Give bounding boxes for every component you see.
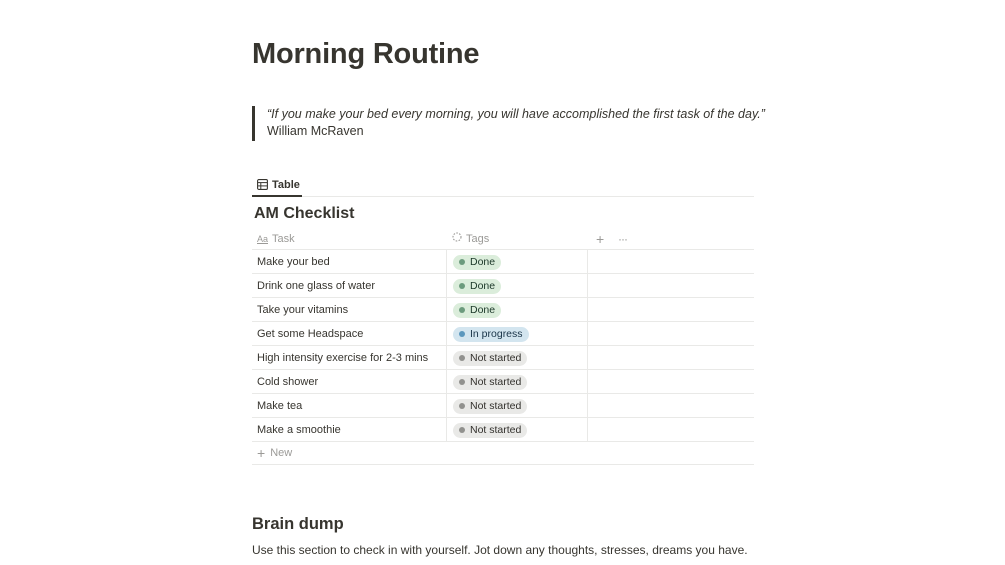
status-dot-icon	[459, 403, 465, 409]
status-dot-icon	[459, 379, 465, 385]
add-column-button[interactable]: +	[596, 230, 605, 247]
column-header-tags-label: Tags	[466, 232, 490, 245]
status-badge	[453, 351, 527, 366]
text-property-icon: Aa	[257, 233, 269, 244]
task-cell[interactable]: Make a smoothie	[257, 424, 341, 436]
status-badge-label: Not started	[470, 352, 522, 364]
status-badge	[453, 399, 527, 414]
status-badge-label: Done	[470, 280, 496, 292]
view-tabs	[252, 174, 754, 197]
table-body	[252, 250, 754, 442]
status-dot-icon	[459, 355, 465, 361]
tag-cell[interactable]	[446, 250, 588, 274]
status-dot-icon	[459, 259, 465, 265]
new-row-label: New	[270, 447, 293, 459]
status-dot-icon	[459, 307, 465, 313]
plus-icon: +	[257, 445, 266, 461]
checklist-table	[252, 227, 754, 465]
table-row[interactable]	[252, 298, 754, 322]
status-property-icon	[452, 232, 462, 245]
task-cell[interactable]: High intensity exercise for 2-3 mins	[257, 352, 429, 364]
status-badge-label: Not started	[470, 376, 522, 388]
brain-dump-heading[interactable]: Brain dump	[252, 515, 344, 533]
status-badge	[453, 255, 501, 270]
table-icon	[257, 179, 268, 190]
status-badge-label: Done	[470, 304, 496, 316]
status-badge	[453, 303, 501, 318]
tab-table-view[interactable]	[252, 174, 302, 197]
task-cell[interactable]: Make tea	[257, 400, 303, 412]
tag-cell[interactable]	[446, 346, 588, 370]
status-badge	[453, 327, 529, 342]
quote-author: William McRaven	[267, 124, 364, 138]
page-title[interactable]: Morning Routine	[252, 38, 480, 70]
tag-cell[interactable]	[446, 418, 588, 442]
status-dot-icon	[459, 331, 465, 337]
quote-block[interactable]	[252, 106, 765, 141]
tag-cell[interactable]	[446, 274, 588, 298]
quote-text: “If you make your bed every morning, you will have accomplished the first task of the day.”	[267, 107, 765, 121]
status-badge-label: In progress	[470, 328, 523, 340]
tag-cell[interactable]	[446, 370, 588, 394]
table-row[interactable]	[252, 322, 754, 346]
task-cell[interactable]: Cold shower	[257, 376, 319, 388]
tag-cell[interactable]	[446, 322, 588, 346]
task-cell[interactable]: Make your bed	[257, 256, 330, 268]
tag-cell[interactable]	[446, 298, 588, 322]
table-row[interactable]	[252, 250, 754, 274]
tab-table-label: Table	[272, 178, 300, 191]
column-header-tags[interactable]	[452, 227, 489, 250]
status-badge-label: Not started	[470, 424, 522, 436]
database-title[interactable]: AM Checklist	[254, 205, 355, 222]
table-row[interactable]	[252, 370, 754, 394]
column-header-task[interactable]	[257, 227, 295, 250]
table-row[interactable]	[252, 394, 754, 418]
tag-cell[interactable]	[446, 394, 588, 418]
status-dot-icon	[459, 283, 465, 289]
more-options-button[interactable]: ···	[618, 231, 627, 246]
table-row[interactable]	[252, 346, 754, 370]
task-cell[interactable]: Take your vitamins	[257, 304, 349, 316]
brain-dump-text[interactable]: Use this section to check in with yourself. Jot down any thoughts, stresses, dreams you have.	[252, 543, 748, 557]
status-badge-label: Not started	[470, 400, 522, 412]
status-badge-label: Done	[470, 256, 496, 268]
table-row[interactable]	[252, 274, 754, 298]
table-header	[252, 227, 754, 250]
task-cell[interactable]: Drink one glass of water	[257, 280, 375, 292]
table-row[interactable]	[252, 418, 754, 442]
new-row-button[interactable]	[252, 442, 754, 465]
status-badge	[453, 279, 501, 294]
status-badge	[453, 375, 527, 390]
task-cell[interactable]: Get some Headspace	[257, 328, 364, 340]
status-dot-icon	[459, 427, 465, 433]
column-header-task-label: Task	[272, 232, 295, 245]
status-badge	[453, 423, 527, 438]
